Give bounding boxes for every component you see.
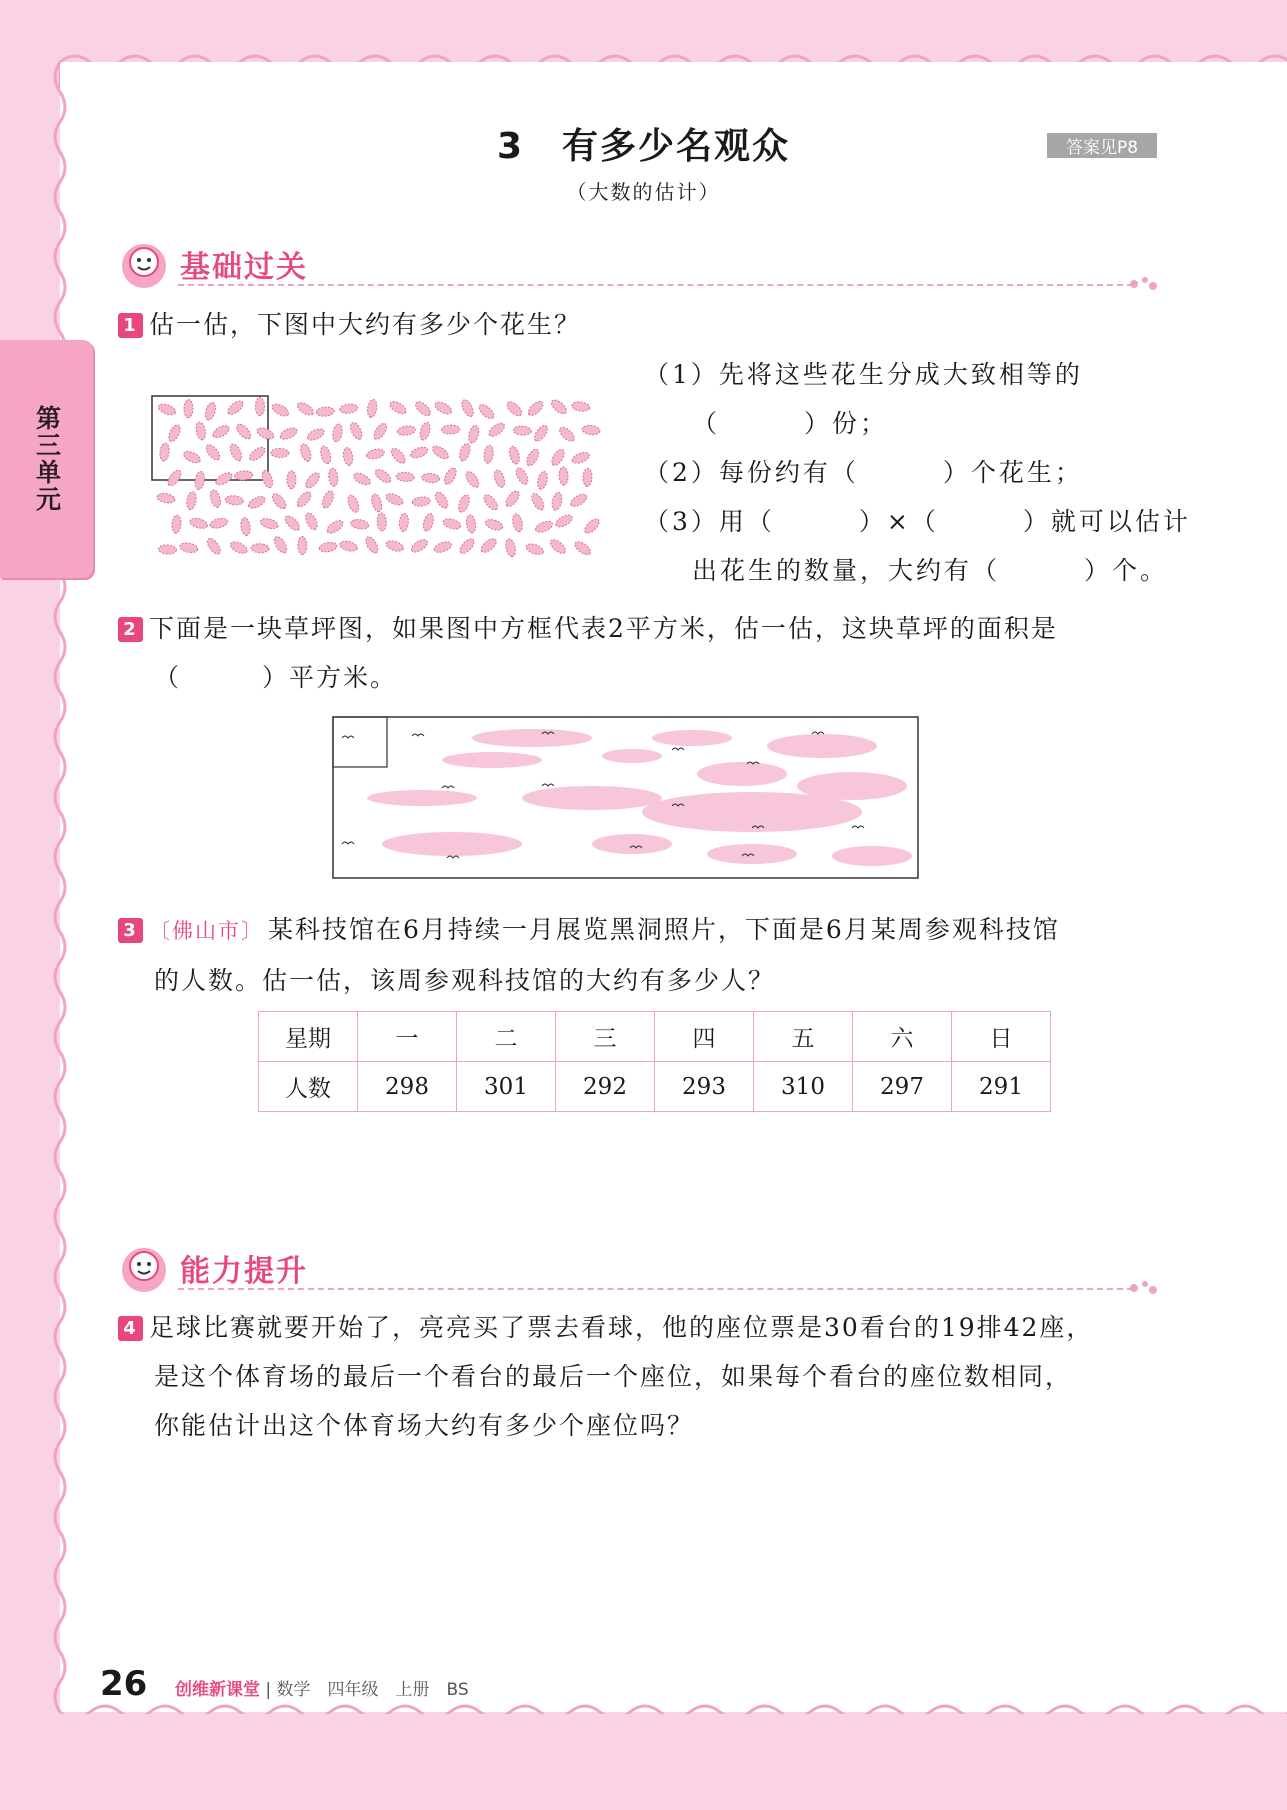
peanut-icon <box>339 403 358 414</box>
peanut-icon <box>534 519 554 534</box>
visitor-table <box>258 1011 1051 1112</box>
peanut-icon <box>316 406 335 417</box>
peanut-icon <box>536 471 549 491</box>
peanut-icon <box>166 423 182 443</box>
question-1-subquestions <box>644 350 1191 595</box>
peanut-icon <box>247 494 267 510</box>
peanut-icon <box>508 445 521 465</box>
peanut-icon <box>208 489 222 509</box>
peanut-icon <box>529 492 546 512</box>
section-header-advanced <box>118 1242 1158 1298</box>
page-number: 26 <box>100 1664 148 1704</box>
table-cell: 五 <box>754 1012 853 1062</box>
peanut-icon <box>179 542 198 554</box>
peanut-icon <box>319 541 338 553</box>
peanut-icon <box>171 515 182 534</box>
peanut-icon <box>328 468 339 487</box>
peanut-icon <box>270 402 290 418</box>
peanut-icon <box>571 450 591 465</box>
peanut-icon <box>551 492 564 511</box>
section-title-basic: 基础过关 <box>180 250 308 285</box>
peanut-icon <box>346 494 361 514</box>
question-3-line1: 某科技馆在6月持续一月展览黑洞照片，下面是6月某周参观科技馆 <box>268 915 1060 944</box>
peanut-icon <box>279 426 299 442</box>
page-title: 3 有多少名观众 <box>496 126 791 167</box>
q1-sub3-line1: （3）用（ ）×（ ）就可以估计 <box>644 507 1191 536</box>
table-cell: 三 <box>556 1012 655 1062</box>
peanut-icon <box>189 517 209 531</box>
peanut-icon <box>413 399 432 418</box>
peanut-icon <box>513 425 532 435</box>
peanut-icon <box>234 422 253 441</box>
peanut-icon <box>385 539 405 553</box>
peanut-icon <box>582 517 601 536</box>
footer-separator: | <box>260 1680 277 1700</box>
table-cell: 日 <box>952 1012 1051 1062</box>
question-number: 1 <box>118 313 143 338</box>
peanut-icon <box>319 445 332 465</box>
table-cell: 四 <box>655 1012 754 1062</box>
peanut-icon <box>182 449 202 465</box>
peanut-icon <box>240 517 252 536</box>
peanut-icon <box>433 540 453 555</box>
peanut-icon <box>295 490 314 509</box>
peanut-icon <box>372 421 389 441</box>
table-header-count: 人数 <box>259 1062 358 1112</box>
dots-decoration-icon <box>1128 1278 1158 1298</box>
peanut-icon <box>366 448 386 461</box>
peanut-icon <box>255 426 275 441</box>
peanut-icon <box>287 471 296 489</box>
table-cell: 292 <box>556 1062 655 1112</box>
peanut-icon <box>569 492 589 509</box>
peanut-icon <box>412 496 431 507</box>
peanut-icon <box>399 513 409 532</box>
peanut-icon <box>559 467 569 485</box>
peanut-icon <box>505 399 524 418</box>
peanut-icon <box>211 423 231 440</box>
peanut-icon <box>548 537 568 556</box>
peanut-icon <box>504 538 517 558</box>
peanut-icon <box>270 491 288 511</box>
mascot-icon <box>118 1242 170 1294</box>
peanut-icon <box>271 448 289 457</box>
peanut-icon <box>225 495 244 506</box>
peanut-icon <box>557 425 576 444</box>
table-cell: 297 <box>853 1062 952 1112</box>
peanut-icon <box>433 400 453 416</box>
question-2 <box>118 604 1168 702</box>
peanut-icon <box>549 447 566 467</box>
peanut-icon <box>234 470 253 481</box>
peanut-icon <box>464 469 482 489</box>
question-1-text: 估一估，下图中大约有多少个花生？ <box>149 310 582 339</box>
peanut-icon <box>526 399 545 418</box>
footer-info <box>175 1675 469 1700</box>
question-4-line1: 足球比赛就要开始了，亮亮买了票去看球，他的座位票是30看台的19排42座， <box>149 1313 1094 1342</box>
peanut-icon <box>186 491 198 510</box>
table-header-day: 星期 <box>259 1012 358 1062</box>
peanut-icon <box>299 443 313 463</box>
table-cell: 一 <box>358 1012 457 1062</box>
peanut-icon <box>166 468 184 488</box>
peanut-icon <box>205 536 223 556</box>
table-row <box>259 1012 1051 1062</box>
peanut-icon <box>396 472 415 482</box>
table-cell: 310 <box>754 1062 853 1112</box>
section-title-advanced: 能力提升 <box>180 1254 308 1289</box>
peanut-icon <box>157 402 177 417</box>
table-cell: 293 <box>655 1062 754 1112</box>
peanut-icon <box>158 544 177 554</box>
footer-brand: 创维新课堂 <box>175 1680 260 1700</box>
peanut-icon <box>479 536 499 554</box>
peanut-icon <box>325 518 345 535</box>
lawn-figure <box>332 716 920 880</box>
peanut-icon <box>204 401 218 421</box>
peanut-icon <box>433 490 450 510</box>
section-header-basic <box>118 238 1158 294</box>
page-border-bottom <box>0 1690 1287 1810</box>
question-number: 4 <box>118 1316 143 1341</box>
question-4-line3: 你能估计出这个体育场大约有多少个座位吗？ <box>154 1411 695 1440</box>
peanut-icon <box>582 424 601 435</box>
peanut-icon <box>156 492 175 504</box>
question-2-line1: 下面是一块草坪图，如果图中方框代表2平方米，估一估，这块草坪的面积是 <box>149 614 1058 643</box>
table-cell: 298 <box>358 1062 457 1112</box>
peanut-icon <box>442 517 462 531</box>
peanut-icon <box>481 492 500 512</box>
peanut-icon <box>421 473 440 484</box>
peanut-icon <box>397 425 416 436</box>
peanut-icon <box>226 399 246 417</box>
peanut-icon <box>442 425 460 435</box>
peanut-icon <box>573 539 593 557</box>
table-cell: 六 <box>853 1012 952 1062</box>
peanut-icon <box>228 442 244 462</box>
table-cell: 301 <box>457 1062 556 1112</box>
question-number: 2 <box>118 617 143 642</box>
unit-label: 第三单元 <box>32 405 62 513</box>
peanut-icon <box>363 535 380 555</box>
peanut-icon <box>248 445 268 463</box>
question-number: 3 <box>118 918 143 943</box>
question-4-line2: 是这个体育场的最后一个看台的最后一个座位，如果每个看台的座位数相同， <box>154 1362 1073 1391</box>
peanut-icon <box>388 399 408 416</box>
peanut-icon <box>422 512 435 532</box>
peanut-icon <box>465 514 476 533</box>
peanut-icon <box>511 513 524 532</box>
answer-reference-badge: 答案见P8 <box>1047 133 1157 158</box>
peanut-icon <box>514 466 530 486</box>
footer-book-info: 数学 四年级 上册 BS <box>276 1680 469 1700</box>
peanut-icon <box>306 427 326 443</box>
peanut-icon <box>204 443 222 463</box>
question-2-line2: （ ）平方米。 <box>154 663 398 692</box>
peanut-figure <box>150 392 610 567</box>
peanut-icon <box>339 539 359 552</box>
peanut-icon <box>298 536 307 554</box>
peanut-icon <box>373 467 393 485</box>
peanut-icon <box>409 445 429 460</box>
peanut-icon <box>209 517 229 530</box>
peanut-icon <box>259 517 279 530</box>
peanut-icon <box>460 398 476 418</box>
question-4 <box>118 1303 1178 1450</box>
table-cell: 291 <box>952 1062 1051 1112</box>
peanut-icon <box>283 514 302 533</box>
q1-sub3-line2: 出花生的数量，大约有（ ）个。 <box>692 556 1169 585</box>
peanut-icon <box>484 518 504 532</box>
peanut-icon <box>389 446 408 465</box>
peanut-icon <box>524 447 541 467</box>
peanut-icon <box>384 491 404 507</box>
dots-decoration-icon <box>1128 274 1158 294</box>
peanut-icon <box>214 470 234 487</box>
peanut-icon <box>295 400 315 417</box>
peanut-icon <box>525 542 545 556</box>
peanut-icon <box>184 400 193 418</box>
peanut-icon <box>487 421 507 439</box>
table-cell: 二 <box>457 1012 556 1062</box>
peanut-icon <box>456 493 471 513</box>
peanut-icon <box>352 471 372 487</box>
peanut-icon <box>549 398 569 417</box>
section-divider <box>178 284 1133 286</box>
q1-sub1-line2: （ ）份； <box>692 409 889 438</box>
question-1 <box>118 300 581 349</box>
question-3 <box>118 905 1168 1005</box>
page-border-left <box>40 0 110 1789</box>
peanut-icon <box>303 471 321 491</box>
peanut-icon <box>477 402 496 421</box>
peanut-icon <box>442 466 458 486</box>
peanut-icon <box>409 537 429 554</box>
unit-side-tab <box>0 340 93 578</box>
peanut-icon <box>251 543 269 553</box>
peanut-icon <box>431 444 451 461</box>
peanut-icon <box>503 489 521 509</box>
peanut-icon <box>370 493 384 513</box>
peanut-icon <box>483 445 494 464</box>
peanut-icon <box>159 443 170 462</box>
peanut-icon <box>458 442 472 462</box>
peanut-icon <box>366 399 378 418</box>
peanut-icon <box>320 489 335 509</box>
mascot-icon <box>118 238 170 290</box>
peanut-icon <box>342 447 354 466</box>
peanut-icon <box>532 423 550 443</box>
page-subtitle: （大数的估计） <box>566 180 721 204</box>
section-divider <box>178 1288 1133 1290</box>
peanut-icon <box>260 469 275 489</box>
peanut-icon <box>255 397 264 415</box>
peanut-icon <box>303 511 319 531</box>
peanut-icon <box>350 518 369 530</box>
peanut-icon <box>583 468 593 486</box>
peanut-icon <box>272 535 289 555</box>
q1-sub1-line1: （1）先将这些花生分成大致相等的 <box>644 360 1083 389</box>
question-3-source-tag: 〔佛山市〕 <box>149 919 264 943</box>
peanut-icon <box>458 537 477 556</box>
peanut-icon <box>195 421 207 440</box>
table-row <box>259 1062 1051 1112</box>
peanut-icon <box>467 424 481 444</box>
peanut-icon <box>229 540 249 556</box>
peanut-icon <box>554 513 574 530</box>
peanut-icon <box>418 421 431 441</box>
q1-sub2: （2）每份约有（ ）个花生； <box>644 458 1083 487</box>
question-3-line2: 的人数。估一估，该周参观科技馆的大约有多少人？ <box>154 966 776 995</box>
peanut-icon <box>348 421 364 441</box>
peanut-icon <box>377 513 387 531</box>
peanut-icon <box>194 471 205 490</box>
peanut-icon <box>332 423 344 442</box>
peanut-icon <box>492 469 506 489</box>
peanut-icon <box>571 401 590 413</box>
